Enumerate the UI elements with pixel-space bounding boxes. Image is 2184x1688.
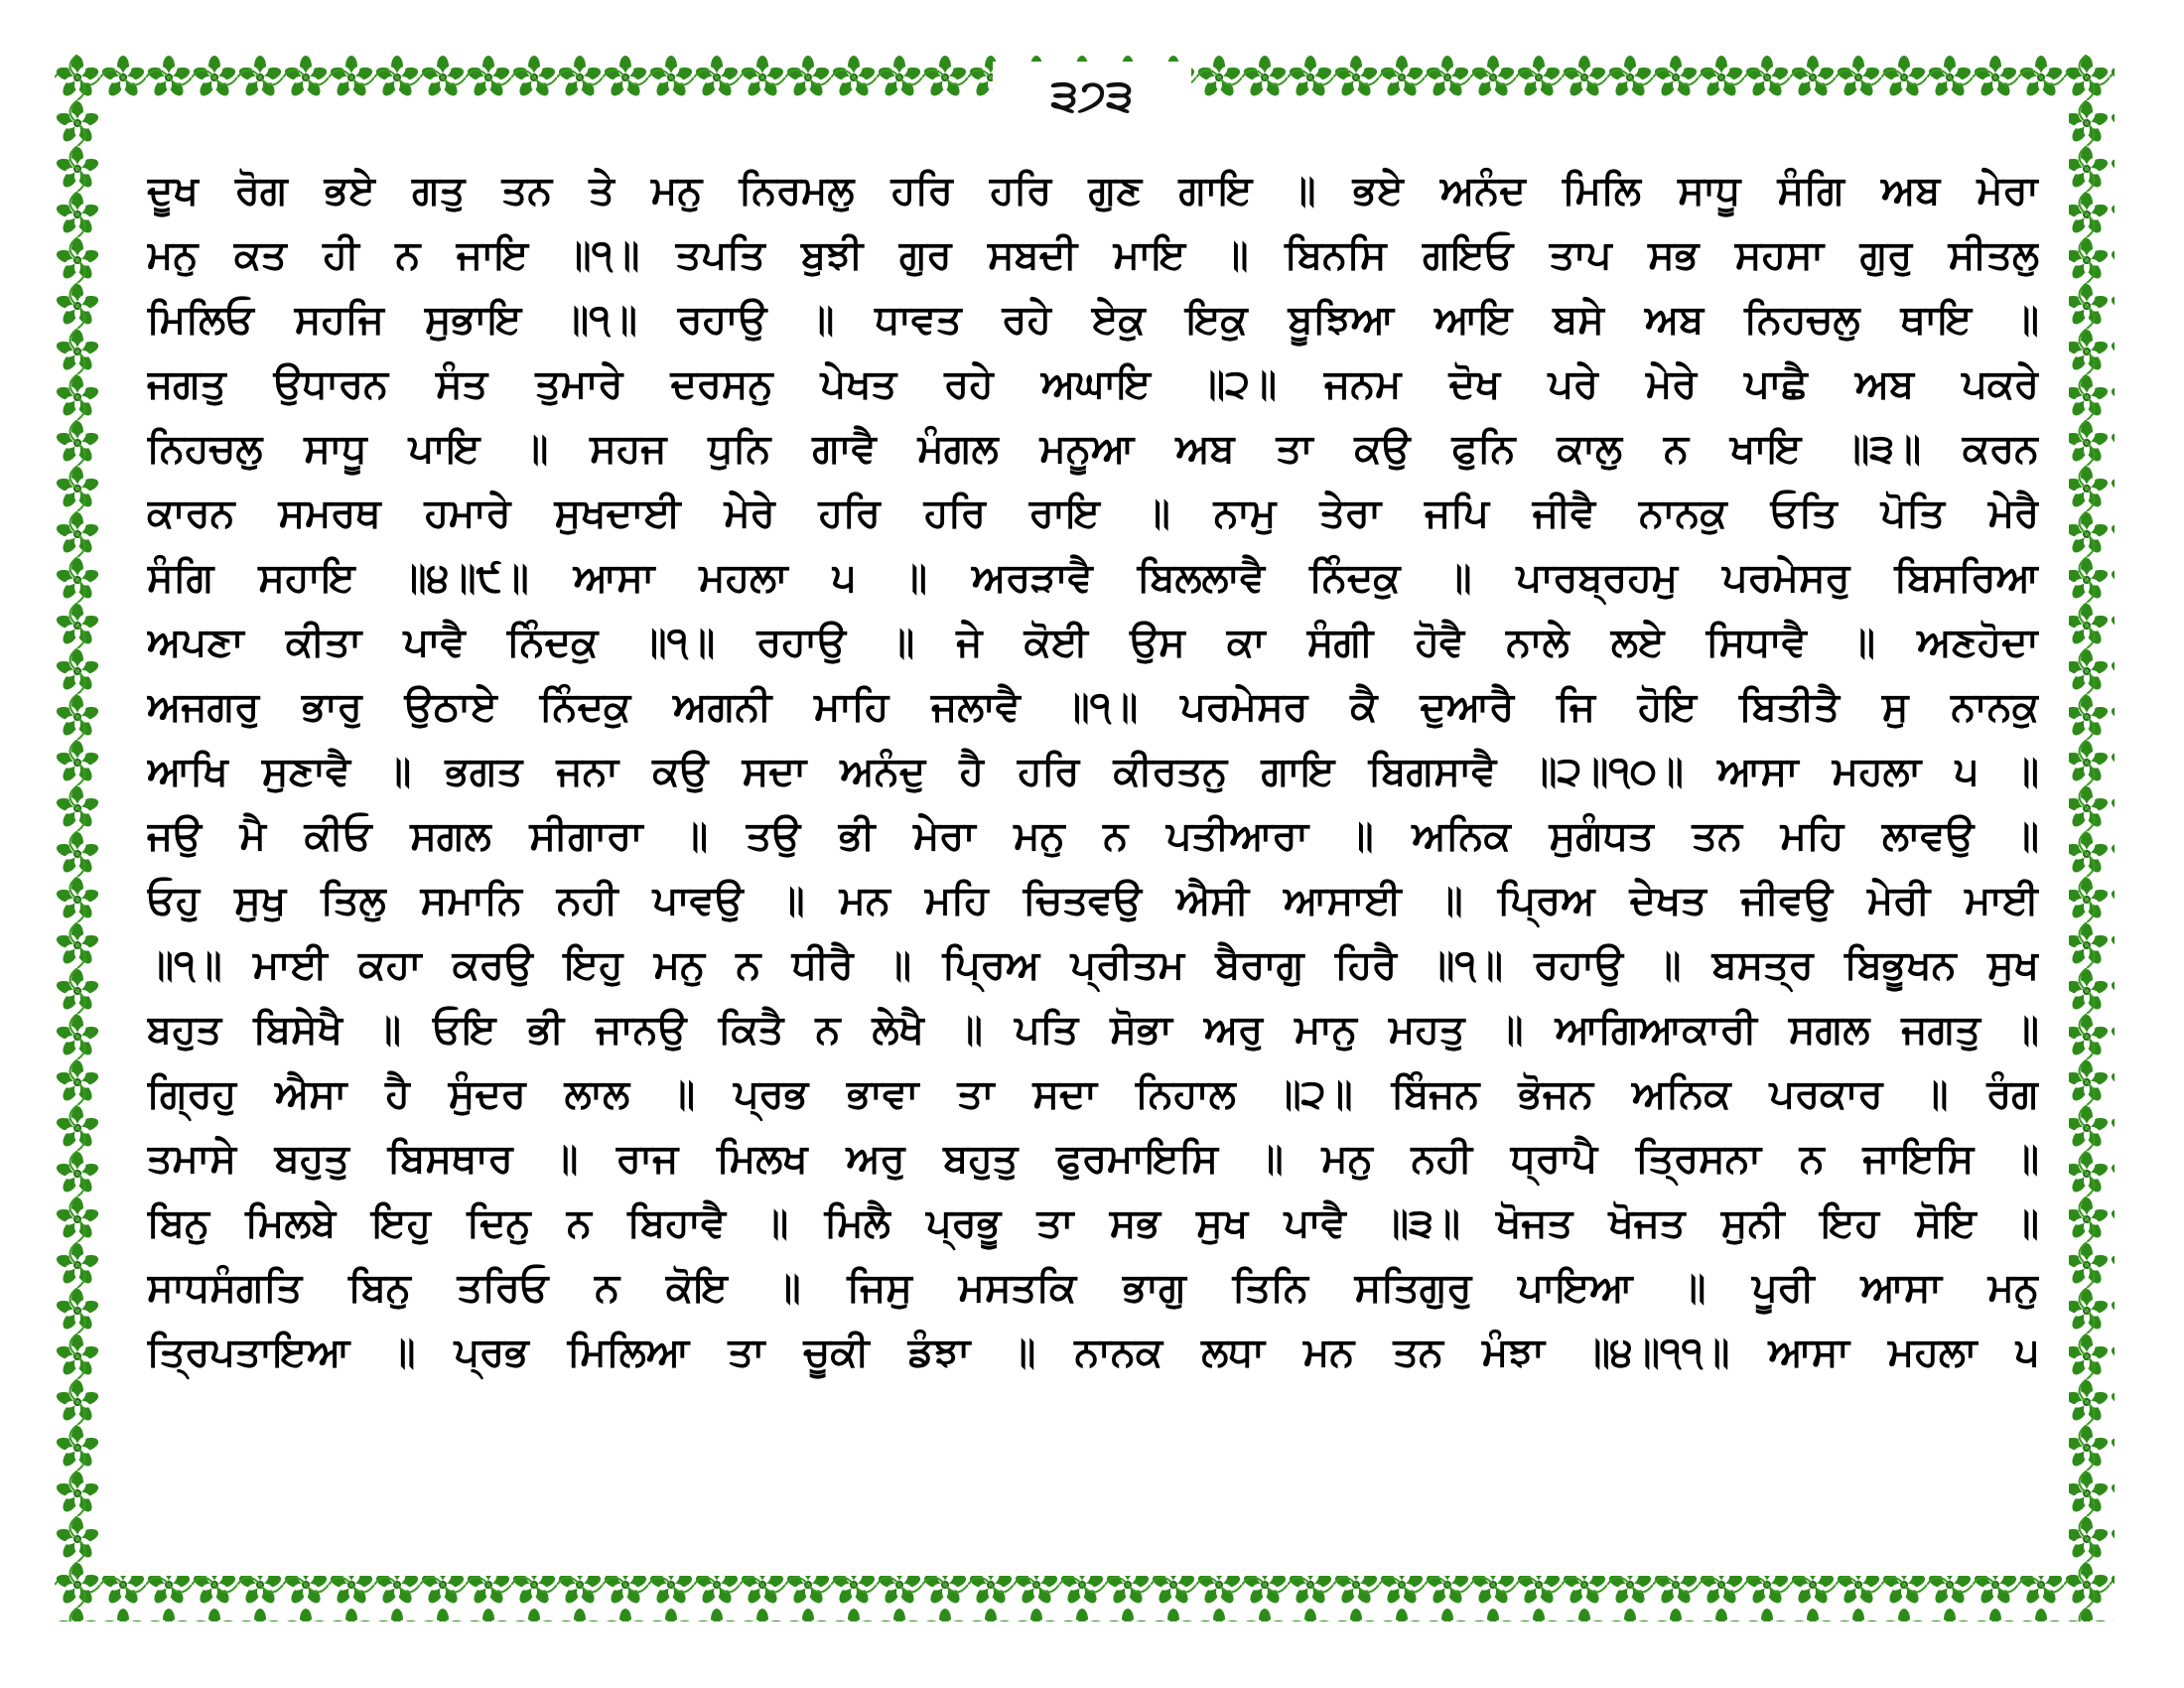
text-line: ਆਖਿ ਸੁਣਾਵੈ ॥ ਭਗਤ ਜਨਾ ਕਉ ਸਦਾ ਅਨੰਦੁ ਹੈ ਹਰਿ ਕੀਰਤਨੁ ਗਾਇ ਬਿਗਸਾਵੈ ॥੨॥੧੦॥ ਆਸਾ ਮਹਲਾ ੫ ॥ xyxy=(147,749,2039,794)
text-line: ਤ੍ਰਿਪਤਾਇਆ ॥ ਪ੍ਰਭ ਮਿਲਿਆ ਤਾ ਚੂਕੀ ਡੰਝਾ ॥ ਨਾਨਕ ਲਧਾ ਮਨ ਤਨ ਮੰਝਾ ॥੪॥੧੧॥ ਆਸਾ ਮਹਲਾ ੫ xyxy=(147,1330,2039,1375)
text-line: ਕਾਰਨ ਸਮਰਥ ਹਮਾਰੇ ਸੁਖਦਾਈ ਮੇਰੇ ਹਰਿ ਹਰਿ ਰਾਇ ॥ ਨਾਮੁ ਤੇਰਾ ਜਪਿ ਜੀਵੈ ਨਾਨਕੁ ਓਤਿ ਪੋਤਿ ਮੇਰੈ xyxy=(147,491,2039,536)
text-line: ਜਉ ਮੈ ਕੀਓ ਸਗਲ ਸੀਗਾਰਾ ॥ ਤਉ ਭੀ ਮੇਰਾ ਮਨੁ ਨ ਪਤੀਆਰਾ ॥ ਅਨਿਕ ਸੁਗੰਧਤ ਤਨ ਮਹਿ ਲਾਵਉ ॥ xyxy=(147,813,2039,859)
page-number: ੩੭੩ xyxy=(993,62,1191,131)
scripture-text xyxy=(147,159,2039,1549)
text-line: ਮਨੁ ਕਤ ਹੀ ਨ ਜਾਇ ॥੧॥ ਤਪਤਿ ਬੁਝੀ ਗੁਰ ਸਬਦੀ ਮਾਇ ॥ ਬਿਨਸਿ ਗਇਓ ਤਾਪ ਸਭ ਸਹਸਾ ਗੁਰੁ ਸੀਤਲੁ xyxy=(147,232,2039,278)
text-line: ਓਹੁ ਸੁਖੁ ਤਿਲੁ ਸਮਾਨਿ ਨਹੀ ਪਾਵਉ ॥ ਮਨ ਮਹਿ ਚਿਤਵਉ ਐਸੀ ਆਸਾਈ ॥ ਪ੍ਰਿਅ ਦੇਖਤ ਜੀਵਉ ਮੇਰੀ ਮਾਈ xyxy=(147,878,2039,923)
text-line: ਬਿਨੁ ਮਿਲਬੇ ਇਹੁ ਦਿਨੁ ਨ ਬਿਹਾਵੈ ॥ ਮਿਲੈ ਪ੍ਰਭੂ ਤਾ ਸਭ ਸੁਖ ਪਾਵੈ ॥੩॥ ਖੋਜਤ ਖੋਜਤ ਸੁਨੀ ਇਹ ਸੋਇ ॥ xyxy=(147,1200,2039,1246)
text-line: ਦੂਖ ਰੋਗ ਭਏ ਗਤੁ ਤਨ ਤੇ ਮਨੁ ਨਿਰਮਲੁ ਹਰਿ ਹਰਿ ਗੁਣ ਗਾਇ ॥ ਭਏ ਅਨੰਦ ਮਿਲਿ ਸਾਧੂ ਸੰਗਿ ਅਬ ਮੇਰਾ xyxy=(147,168,2039,213)
text-line: ਅਪਣਾ ਕੀਤਾ ਪਾਵੈ ਨਿੰਦਕੁ ॥੧॥ ਰਹਾਉ ॥ ਜੇ ਕੋਈ ਉਸ ਕਾ ਸੰਗੀ ਹੋਵੈ ਨਾਲੇ ਲਏ ਸਿਧਾਵੈ ॥ ਅਣਹੋਦਾ xyxy=(147,620,2039,665)
text-line: ਤਮਾਸੇ ਬਹੁਤੁ ਬਿਸਥਾਰ ॥ ਰਾਜ ਮਿਲਖ ਅਰੁ ਬਹੁਤੁ ਫੁਰਮਾਇਸਿ ॥ ਮਨੁ ਨਹੀ ਧ੍ਰਾਪੈ ਤ੍ਰਿਸਨਾ ਨ ਜਾਇਸਿ ॥ xyxy=(147,1136,2039,1182)
text-line: ਜਗਤੁ ਉਧਾਰਨ ਸੰਤ ਤੁਮਾਰੇ ਦਰਸਨੁ ਪੇਖਤ ਰਹੇ ਅਘਾਇ ॥੨॥ ਜਨਮ ਦੋਖ ਪਰੇ ਮੇਰੇ ਪਾਛੈ ਅਬ ਪਕਰੇ xyxy=(147,361,2039,407)
text-line: ਸਾਧਸੰਗਤਿ ਬਿਨੁ ਤਰਿਓ ਨ ਕੋਇ ॥ ਜਿਸੁ ਮਸਤਕਿ ਭਾਗੁ ਤਿਨਿ ਸਤਿਗੁਰੁ ਪਾਇਆ ॥ ਪੂਰੀ ਆਸਾ ਮਨੁ xyxy=(147,1265,2039,1311)
text-line: ਅਜਗਰੁ ਭਾਰੁ ਉਠਾਏ ਨਿੰਦਕੁ ਅਗਨੀ ਮਾਹਿ ਜਲਾਵੈ ॥੧॥ ਪਰਮੇਸਰ ਕੈ ਦੁਆਰੈ ਜਿ ਹੋਇ ਬਿਤੀਤੈ ਸੁ ਨਾਨਕੁ xyxy=(147,684,2039,730)
text-line: ਗ੍ਰਿਹੁ ਐਸਾ ਹੈ ਸੁੰਦਰ ਲਾਲ ॥ ਪ੍ਰਭ ਭਾਵਾ ਤਾ ਸਦਾ ਨਿਹਾਲ ॥੨॥ ਬਿੰਜਨ ਭੋਜਨ ਅਨਿਕ ਪਰਕਾਰ ॥ ਰੰਗ xyxy=(147,1071,2039,1117)
text-line: ॥੧॥ ਮਾਈ ਕਹਾ ਕਰਉ ਇਹੁ ਮਨੁ ਨ ਧੀਰੈ ॥ ਪ੍ਰਿਅ ਪ੍ਰੀਤਮ ਬੈਰਾਗੁ ਹਿਰੈ ॥੧॥ ਰਹਾਉ ॥ ਬਸਤ੍ਰ ਬਿਭੂਖਨ ਸੁਖ xyxy=(147,942,2039,988)
text-line: ਸੰਗਿ ਸਹਾਇ ॥੪॥੯॥ ਆਸਾ ਮਹਲਾ ੫ ॥ ਅਰੜਾਵੈ ਬਿਲਲਾਵੈ ਨਿੰਦਕੁ ॥ ਪਾਰਬ੍ਰਹਮੁ ਪਰਮੇਸਰੁ ਬਿਸਰਿਆ xyxy=(147,555,2039,601)
text-line: ਮਿਲਿਓ ਸਹਜਿ ਸੁਭਾਇ ॥੧॥ ਰਹਾਉ ॥ ਧਾਵਤ ਰਹੇ ਏਕੁ ਇਕੁ ਬੂਝਿਆ ਆਇ ਬਸੇ ਅਬ ਨਿਹਚਲੁ ਥਾਇ ॥ xyxy=(147,297,2039,343)
text-line: ਨਿਹਚਲੁ ਸਾਧੂ ਪਾਇ ॥ ਸਹਜ ਧੁਨਿ ਗਾਵੈ ਮੰਗਲ ਮਨੂਆ ਅਬ ਤਾ ਕਉ ਫੁਨਿ ਕਾਲੁ ਨ ਖਾਇ ॥੩॥ ਕਰਨ xyxy=(147,426,2039,472)
text-line: ਬਹੁਤ ਬਿਸੇਖੈ ॥ ਓਇ ਭੀ ਜਾਨਉ ਕਿਤੈ ਨ ਲੇਖੈ ॥ ਪਤਿ ਸੋਭਾ ਅਰੁ ਮਾਨੁ ਮਹਤੁ ॥ ਆਗਿਆਕਾਰੀ ਸਗਲ ਜਗਤੁ ॥ xyxy=(147,1007,2039,1053)
